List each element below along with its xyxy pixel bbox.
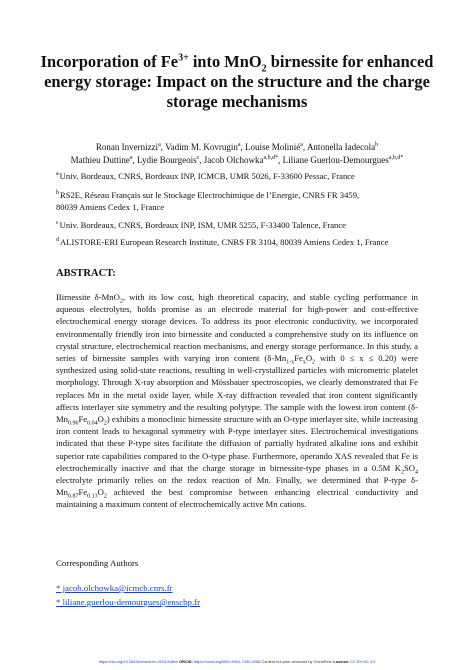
doi-link[interactable]: https://doi.org/10.26434/chemrxiv-2023-lh8km [98,659,178,664]
author: Liliane Guerlou-Demourgues$^{a,b,d*}$ [282,155,404,165]
abstract-heading: ABSTRACT: [56,268,116,279]
affiliation: $^a$Univ. Bordeaux, CNRS, Bordeaux INP, ICMCB, UMR 5026, F-33600 Pessac, France [56,171,355,181]
license-link[interactable]: CC BY-NC 4.0 [350,659,376,664]
affiliation: $^d$ALISTORE-ERI European Research Institute, CNRS FR 3104, 80039 Amiens Cedex 1, France [56,237,389,247]
author: Ronan Invernizzi$^a$, [95,142,166,152]
footer [0,659,474,664]
license-label: License: [333,659,350,664]
orcid-label: ORCID: [179,659,193,664]
affiliation: $^c$Univ. Bordeaux, CNRS, Bordeaux INP, ISM, UMR 5255, F-33400 Talence, France [56,220,346,230]
corresponding-authors-heading: Corresponding Authors [56,558,139,568]
abstract-text: Birnessite δ-MnO$_2$, with its low cost, high theoretical capacity, and stable cycling performance in aqueous electrolytes, holds promise as an electrode material for high-power and cost-effective electrochemical energy storage devices. To address its poor electronic conductivity, we incorporated environmentally friendly iron into birnessite and conducted a comprehensive study on its influence on crystal structure, electrochemical reaction mechanisms, and energy storage performance. In this study, a series of birnessite samples with varying iron content ($\delta-Mn_{1-x}Fe_xO_2$ with 0 ≤ x ≤ 0.20) were synthesized using solid-state reactions, resulting in well-crystallized particles with micrometric platelet morphology. Through X-ray absorption and Mössbauer spectroscopies, we clearly demonstrated that Fe replaces Mn in the metal oxide layer, while X-ray diffraction revealed that iron content significantly affects interlayer site symmetry and the resulting polytype. The sample with the lowest iron content $(\delta-Mn_{0.96}Fe_{0.04}O_2)$ exhibits a monoclinic birnessite structure with an O-type interlayer site, while increasing iron content leads to hexagonal symmetry with P-type interlayer sites. Electrochemical investigations indicated that these P-type sites facilitate the diffusion of partially hydrated alkaline ions and exhibit superior rate capabilities compared to the O-type phase. Furthermore, operando XAS revealed that Fe is electrochemically inactive and that the charge storage in birnessite-type phases in a 0.5M $K_2SO_4$ electrolyte primarily relies on the redox reaction of Mn. Finally, we determined that P-type $\delta-Mn_{0.87}Fe_{0.13}O_2$ achieved the best compromise between enhancing electrical conductivity and maintaining a maximum content of electrochemically active Mn cations. [56,292,418,510]
peer-review-note: Content not peer-reviewed by ChemRxiv. [261,659,333,664]
email-link[interactable]: * jacob.olchowka@icmcb.cnrs.fr [56,583,173,593]
affiliation: $^b$RS2E, Réseau Français sur le Stockage Electrochimique de l’Energie, CNRS FR 3459, 80039 Amiens Cedex 1, France [56,190,360,212]
orcid-link[interactable]: https://orcid.org/0000-0001-7430-0266 [193,659,261,664]
author-list [40,141,434,167]
author: Antonella Iadecola$^b$ [306,142,379,152]
author: Mathieu Duttine$^a$, [70,155,137,165]
paper-title: Incorporation of $Fe^{3+}$ into MnO$_2$ birnessite for enhanced energy storage: Impact on the structure and the charge storage mechanisms [40,52,434,111]
author: Lydie Bourgeois$^c$, [137,155,204,165]
author: Vadim M. Kovrugin$^a$, [165,142,245,152]
email-link[interactable]: * liliane.guerlou-demourgues@enscbp.fr [56,597,201,607]
author: Jacob Olchowka$^{a,b,d*}$, [203,155,283,165]
author: Louise Molinié$^a$, [245,142,307,152]
